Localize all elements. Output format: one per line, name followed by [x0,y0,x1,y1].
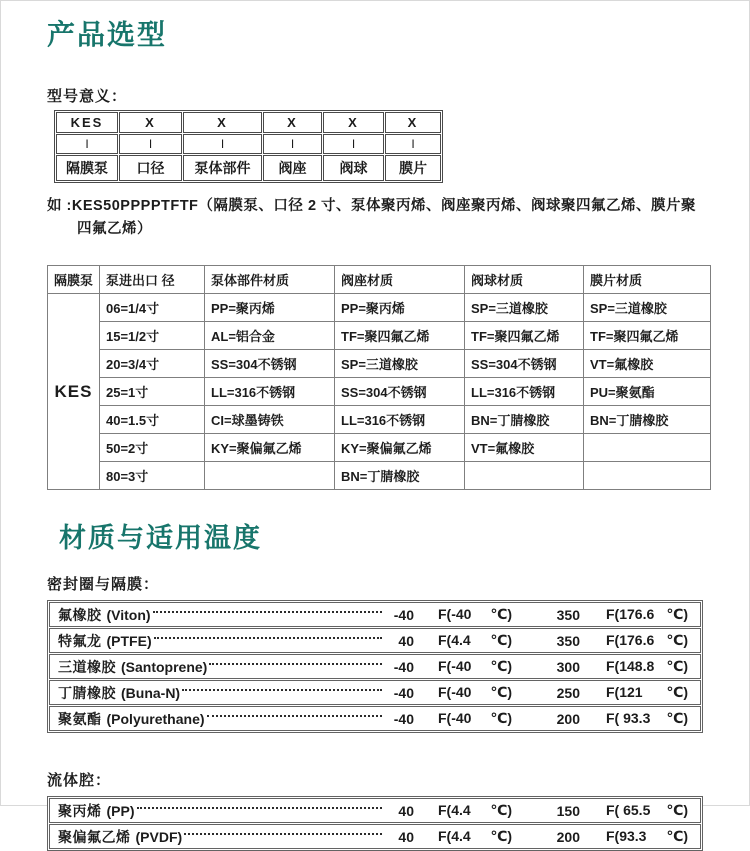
dot-leader [137,807,383,809]
table-row [48,378,711,406]
high-temp-f: 200 [556,710,580,727]
table-cell: SS=304不锈钢 [205,350,335,378]
table-cell: VT=氟橡胶 [584,350,711,378]
material-name: 聚偏氟乙烯 [58,828,131,845]
material-name-en: (PTFE) [106,632,152,649]
low-temp-f: 40 [398,632,414,649]
model-name-row [56,155,441,181]
table-cell: KY=聚偏氟乙烯 [205,434,335,462]
model-bar-cell: I [56,134,118,154]
table-cell: SP=三道橡胶 [465,294,584,322]
table-cell: 20=3/4寸 [100,350,205,378]
high-temp-f: 350 [556,632,580,649]
model-example-text: 如 :KES50PPPPTFTF（隔膜泵、口径 2 寸、泵体聚丙烯、阀座聚丙烯、阀球聚四氟乙烯、膜片聚四氟乙烯） [47,198,697,238]
model-bar-cell: I [263,134,322,154]
seal-diaphragm-label: 密封圈与隔膜： [47,576,160,594]
high-temp-c: F(176.6 ℃) [606,632,688,649]
material-name-en: (Santoprene) [121,658,208,675]
dot-leader [153,611,382,613]
page-title: 产品选型 [47,19,168,50]
table-cell [205,462,335,490]
table-row [48,434,711,462]
dot-leader [154,637,382,639]
header-pump: 隔膜泵 [48,266,100,294]
low-temp-c: F(-40 ℃) [438,684,512,701]
material-name: 聚氨酯 [58,710,102,727]
table-cell: LL=316不锈钢 [465,378,584,406]
table-cell: KY=聚偏氟乙烯 [335,434,465,462]
table-row [48,350,711,378]
model-name-cell: 阀球 [323,155,384,181]
table-cell: TF=聚四氟乙烯 [584,322,711,350]
model-meaning-label: 型号意义： [47,88,128,105]
material-name-en: (Buna-N) [121,684,181,701]
model-code-cell: X [183,112,262,133]
material-name: 特氟龙 [58,632,102,649]
model-code-row [56,112,441,133]
low-temp-f: 40 [398,828,414,845]
table-cell: BN=丁腈橡胶 [335,462,465,490]
table-row [48,294,711,322]
table-cell: PP=聚丙烯 [205,294,335,322]
high-temp-c: F(93.3 ℃) [606,828,688,845]
material-name: 聚丙烯 [58,802,102,819]
temp-row [49,680,701,705]
table-cell: 40=1.5寸 [100,406,205,434]
low-temp-c: F(4.4 ℃) [438,802,512,819]
temp-row [49,706,701,731]
table-cell: 06=1/4寸 [100,294,205,322]
low-temp-c: F(4.4 ℃) [438,632,512,649]
table-cell: SS=304不锈钢 [335,378,465,406]
table-header-row [48,266,711,294]
high-temp-f: 200 [556,828,580,845]
material-name-en: (PP) [106,802,135,819]
low-temp-c: F(-40 ℃) [438,658,512,675]
high-temp-f: 150 [556,802,580,819]
dot-leader [182,689,382,691]
material-name-en: (Viton) [106,606,151,623]
table-cell [584,462,711,490]
model-code-table [54,110,443,183]
high-temp-c: F( 93.3 ℃) [606,710,688,727]
material-selection-table [47,265,711,490]
material-name: 氟橡胶 [58,606,102,623]
model-name-cell: 口径 [119,155,182,181]
table-row [48,462,711,490]
high-temp-c: F(121 ℃) [606,684,688,701]
model-name-cell: 膜片 [385,155,441,181]
table-cell: LL=316不锈钢 [205,378,335,406]
high-temp-c: F( 65.5 ℃) [606,802,688,819]
temp-row [49,654,701,679]
model-name-cell: 阀座 [263,155,322,181]
temp-row [49,798,701,823]
high-temp-f: 250 [556,684,580,701]
model-code-cell: X [263,112,322,133]
material-name: 丁腈橡胶 [58,684,116,701]
high-temp-f: 350 [556,606,580,623]
table-cell: SP=三道橡胶 [335,350,465,378]
high-temp-c: F(176.6 ℃) [606,606,688,623]
table-cell: CI=球墨铸铁 [205,406,335,434]
model-name-cell: 隔膜泵 [56,155,118,181]
fluid-chamber-label: 流体腔： [47,772,112,790]
table-cell: BN=丁腈橡胶 [465,406,584,434]
dot-leader [207,715,382,717]
table-cell: 80=3寸 [100,462,205,490]
table-cell: SP=三道橡胶 [584,294,711,322]
table-cell: 15=1/2寸 [100,322,205,350]
model-bar-cell: I [183,134,262,154]
dot-leader [184,833,382,835]
table-cell: PP=聚丙烯 [335,294,465,322]
material-name-en: (PVDF) [135,828,183,845]
table-cell: BN=丁腈橡胶 [584,406,711,434]
pump-code-cell: KES [48,294,100,490]
table-cell: TF=聚四氟乙烯 [465,322,584,350]
temp-row [49,628,701,653]
temp-row [49,824,701,849]
seal-temp-table [47,600,703,733]
fluid-temp-table [47,796,703,851]
header-seat-material: 阀座材质 [335,266,465,294]
table-cell [584,434,711,462]
model-code-cell: X [323,112,384,133]
table-row [48,406,711,434]
material-name-en: (Polyurethane) [106,710,205,727]
table-cell: LL=316不锈钢 [335,406,465,434]
model-bar-cell: I [119,134,182,154]
model-bar-cell: I [323,134,384,154]
low-temp-f: -40 [393,606,414,623]
table-cell: 50=2寸 [100,434,205,462]
table-row [48,322,711,350]
table-cell: PU=聚氨酯 [584,378,711,406]
low-temp-c: F(-40 ℃) [438,710,512,727]
high-temp-f: 300 [556,658,580,675]
model-name-cell: 泵体部件 [183,155,262,181]
table-cell: VT=氟橡胶 [465,434,584,462]
section-title-materials-temperature: 材质与适用温度 [59,523,262,554]
low-temp-f: 40 [398,802,414,819]
low-temp-f: -40 [393,710,414,727]
model-bar-cell: I [385,134,441,154]
material-name: 三道橡胶 [58,658,116,675]
low-temp-c: F(4.4 ℃) [438,828,512,845]
temp-row [49,602,701,627]
table-cell: SS=304不锈钢 [465,350,584,378]
model-code-cell: X [119,112,182,133]
dot-leader [209,663,382,665]
header-bore: 泵进出口 径 [100,266,205,294]
table-cell: 25=1寸 [100,378,205,406]
model-code-cell: KES [56,112,118,133]
header-body-material: 泵体部件材质 [205,266,335,294]
high-temp-c: F(148.8 ℃) [606,658,688,675]
header-diaphragm-material: 膜片材质 [584,266,711,294]
header-ball-material: 阀球材质 [465,266,584,294]
model-bar-row [56,134,441,154]
table-cell [465,462,584,490]
table-cell: TF=聚四氟乙烯 [335,322,465,350]
table-cell: AL=铝合金 [205,322,335,350]
model-code-cell: X [385,112,441,133]
low-temp-c: F(-40 ℃) [438,606,512,623]
low-temp-f: -40 [393,684,414,701]
low-temp-f: -40 [393,658,414,675]
